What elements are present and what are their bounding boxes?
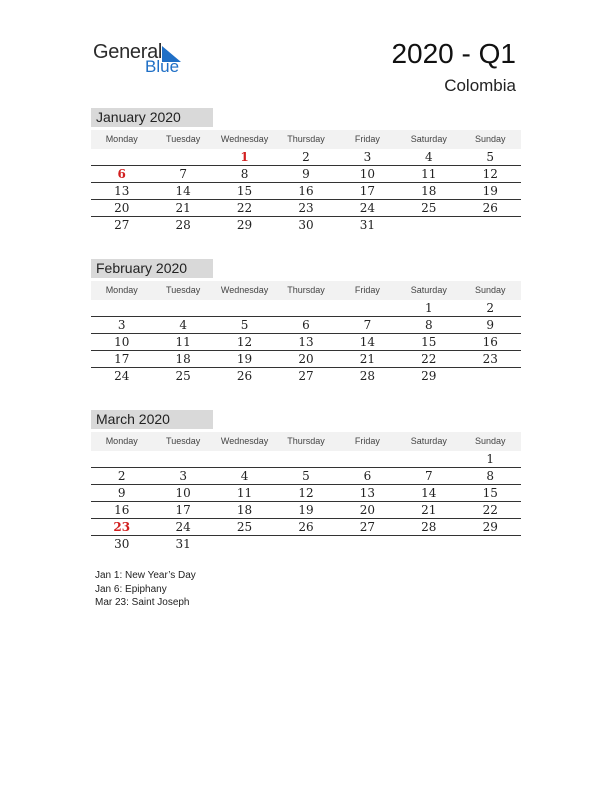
day-cell: 14 <box>421 486 437 500</box>
weekday-label: Monday <box>105 285 138 295</box>
day-cell: 17 <box>175 503 191 517</box>
day-cell <box>398 217 459 233</box>
day-cell: 14 <box>359 335 376 349</box>
holiday-day-cell: 6 <box>117 167 126 181</box>
logo-general-text: General <box>93 41 163 63</box>
weekday-header-row <box>91 281 521 300</box>
day-cell: 20 <box>359 503 376 517</box>
day-cell: 24 <box>359 201 376 215</box>
day-cell <box>214 451 275 467</box>
day-cell: 11 <box>175 335 191 349</box>
weekday-label: Monday <box>105 134 138 144</box>
week-row <box>91 317 521 334</box>
day-cell: 10 <box>359 167 376 181</box>
day-cell: 15 <box>421 335 437 349</box>
day-cell: 28 <box>421 520 437 534</box>
month-title: January 2020 <box>91 108 213 127</box>
day-cell: 1 <box>486 452 495 466</box>
weekday-label: Friday <box>354 285 380 295</box>
weekday-label: Tuesday <box>166 436 201 446</box>
day-cell: 26 <box>298 520 314 534</box>
day-cell: 8 <box>240 167 249 181</box>
day-cell: 24 <box>175 520 191 534</box>
day-cell: 9 <box>302 167 310 181</box>
week-row <box>91 217 521 233</box>
week-row <box>91 166 521 183</box>
day-cell: 19 <box>482 184 498 198</box>
week-row <box>91 468 521 485</box>
day-cell <box>91 300 152 316</box>
day-cell: 2 <box>117 469 126 483</box>
weekday-label: Saturday <box>410 285 447 295</box>
day-cell: 22 <box>482 503 498 517</box>
weekday-label: Monday <box>105 436 138 446</box>
day-cell: 31 <box>175 537 191 551</box>
day-cell <box>337 300 398 316</box>
weekday-label: Sunday <box>474 436 506 446</box>
week-row <box>91 502 521 519</box>
day-cell: 29 <box>482 520 498 534</box>
day-cell: 25 <box>421 201 437 215</box>
day-cell <box>152 300 213 316</box>
day-cell: 12 <box>482 167 498 181</box>
day-cell <box>275 536 336 552</box>
holiday-day-cell: 1 <box>240 150 249 164</box>
day-cell: 24 <box>114 369 130 383</box>
day-cell: 10 <box>114 335 130 349</box>
day-cell: 3 <box>363 150 372 164</box>
day-cell: 11 <box>421 167 437 181</box>
day-cell: 20 <box>298 352 314 366</box>
month-march <box>91 410 521 552</box>
day-cell: 26 <box>236 369 253 383</box>
day-cell: 7 <box>363 318 372 332</box>
day-cell: 23 <box>298 201 314 215</box>
day-cell: 28 <box>359 369 376 383</box>
day-cell: 21 <box>359 352 376 366</box>
day-cell: 12 <box>236 335 253 349</box>
week-row <box>91 519 521 536</box>
holiday-note: Jan 1: New Year’s Day <box>95 570 196 581</box>
week-row <box>91 183 521 200</box>
week-row <box>91 485 521 502</box>
day-cell <box>275 300 336 316</box>
day-cell: 30 <box>298 218 314 232</box>
day-cell: 5 <box>302 469 310 483</box>
weekday-label: Wednesday <box>220 134 269 144</box>
day-cell <box>337 451 398 467</box>
month-title: March 2020 <box>91 410 213 429</box>
day-cell: 27 <box>359 520 376 534</box>
day-cell <box>152 451 213 467</box>
day-cell <box>460 536 521 552</box>
day-cell: 18 <box>421 184 437 198</box>
weekday-label: Wednesday <box>220 285 269 295</box>
day-cell: 4 <box>179 318 187 332</box>
quarter-title: 2020 - Q1 <box>391 38 516 69</box>
day-cell: 25 <box>236 520 253 534</box>
weekday-label: Sunday <box>474 285 506 295</box>
weekday-label: Friday <box>354 134 380 144</box>
country-name: Colombia <box>444 76 516 95</box>
week-row <box>91 351 521 368</box>
day-cell: 7 <box>425 469 433 483</box>
day-cell: 13 <box>359 486 376 500</box>
day-cell: 17 <box>359 184 376 198</box>
day-cell: 13 <box>114 184 130 198</box>
weekday-label: Saturday <box>410 436 447 446</box>
day-cell: 27 <box>114 218 130 232</box>
day-cell: 29 <box>236 218 253 232</box>
day-cell: 21 <box>175 201 191 215</box>
day-cell <box>91 149 152 165</box>
day-cell: 15 <box>236 184 253 198</box>
day-cell: 16 <box>482 335 498 349</box>
day-cell <box>275 451 336 467</box>
day-cell: 11 <box>236 486 253 500</box>
holiday-day-cell: 23 <box>113 520 131 534</box>
day-cell <box>152 149 213 165</box>
weekday-label: Thursday <box>287 436 325 446</box>
day-cell <box>460 217 521 233</box>
holiday-note: Jan 6: Epiphany <box>95 583 167 595</box>
week-row <box>91 451 521 468</box>
day-cell <box>91 451 152 467</box>
day-cell: 10 <box>175 486 191 500</box>
day-cell: 18 <box>236 503 253 517</box>
day-cell <box>460 368 521 384</box>
day-cell: 29 <box>421 369 437 383</box>
day-cell: 2 <box>302 150 310 164</box>
weekday-label: Saturday <box>410 134 447 144</box>
day-cell: 6 <box>363 469 372 483</box>
day-cell: 28 <box>175 218 191 232</box>
day-cell <box>398 451 459 467</box>
day-cell: 15 <box>482 486 498 500</box>
week-row <box>91 368 521 384</box>
holiday-notes <box>95 569 196 610</box>
day-cell: 3 <box>179 469 187 483</box>
day-cell: 5 <box>486 150 495 164</box>
week-row <box>91 334 521 351</box>
day-cell: 4 <box>240 469 249 483</box>
month-january <box>91 108 521 233</box>
weekday-label: Sunday <box>474 134 506 144</box>
month-title: February 2020 <box>91 259 213 278</box>
month-february <box>91 259 521 384</box>
day-cell: 21 <box>421 503 437 517</box>
day-cell: 13 <box>298 335 314 349</box>
day-cell: 26 <box>482 201 498 215</box>
logo-blue-text: Blue <box>145 57 180 76</box>
day-cell: 1 <box>425 301 433 315</box>
day-cell: 7 <box>179 167 187 181</box>
weekday-label: Tuesday <box>166 285 201 295</box>
weekday-label: Thursday <box>287 134 325 144</box>
day-cell: 25 <box>175 369 191 383</box>
day-cell: 27 <box>298 369 314 383</box>
day-cell: 5 <box>240 318 249 332</box>
day-cell: 16 <box>298 184 314 198</box>
day-cell: 23 <box>482 352 498 366</box>
day-cell: 14 <box>175 184 191 198</box>
day-cell: 9 <box>117 486 126 500</box>
day-cell: 9 <box>486 318 495 332</box>
weekday-header-row <box>91 432 521 451</box>
week-row <box>91 149 521 166</box>
day-cell: 30 <box>114 537 130 551</box>
week-row <box>91 300 521 317</box>
day-cell <box>398 536 459 552</box>
logo <box>93 41 193 81</box>
day-cell: 31 <box>359 218 376 232</box>
weekday-header-row <box>91 130 521 149</box>
day-cell <box>214 536 275 552</box>
day-cell: 16 <box>114 503 130 517</box>
day-cell: 19 <box>298 503 314 517</box>
day-cell: 2 <box>486 301 495 315</box>
day-cell <box>337 536 398 552</box>
day-cell: 19 <box>236 352 253 366</box>
day-cell: 6 <box>302 318 310 332</box>
day-cell: 3 <box>117 318 126 332</box>
weekday-label: Wednesday <box>220 436 269 446</box>
day-cell: 8 <box>425 318 433 332</box>
weekday-label: Friday <box>354 436 380 446</box>
day-cell: 4 <box>425 150 433 164</box>
week-row <box>91 536 521 552</box>
day-cell: 12 <box>298 486 314 500</box>
holiday-note: Mar 23: Saint Joseph <box>95 597 190 608</box>
day-cell: 22 <box>421 352 437 366</box>
weekday-label: Tuesday <box>166 134 201 144</box>
day-cell: 8 <box>486 469 495 483</box>
day-cell: 22 <box>236 201 253 215</box>
day-cell: 17 <box>114 352 130 366</box>
day-cell <box>214 300 275 316</box>
day-cell: 20 <box>114 201 130 215</box>
week-row <box>91 200 521 217</box>
weekday-label: Thursday <box>287 285 325 295</box>
day-cell: 18 <box>175 352 191 366</box>
